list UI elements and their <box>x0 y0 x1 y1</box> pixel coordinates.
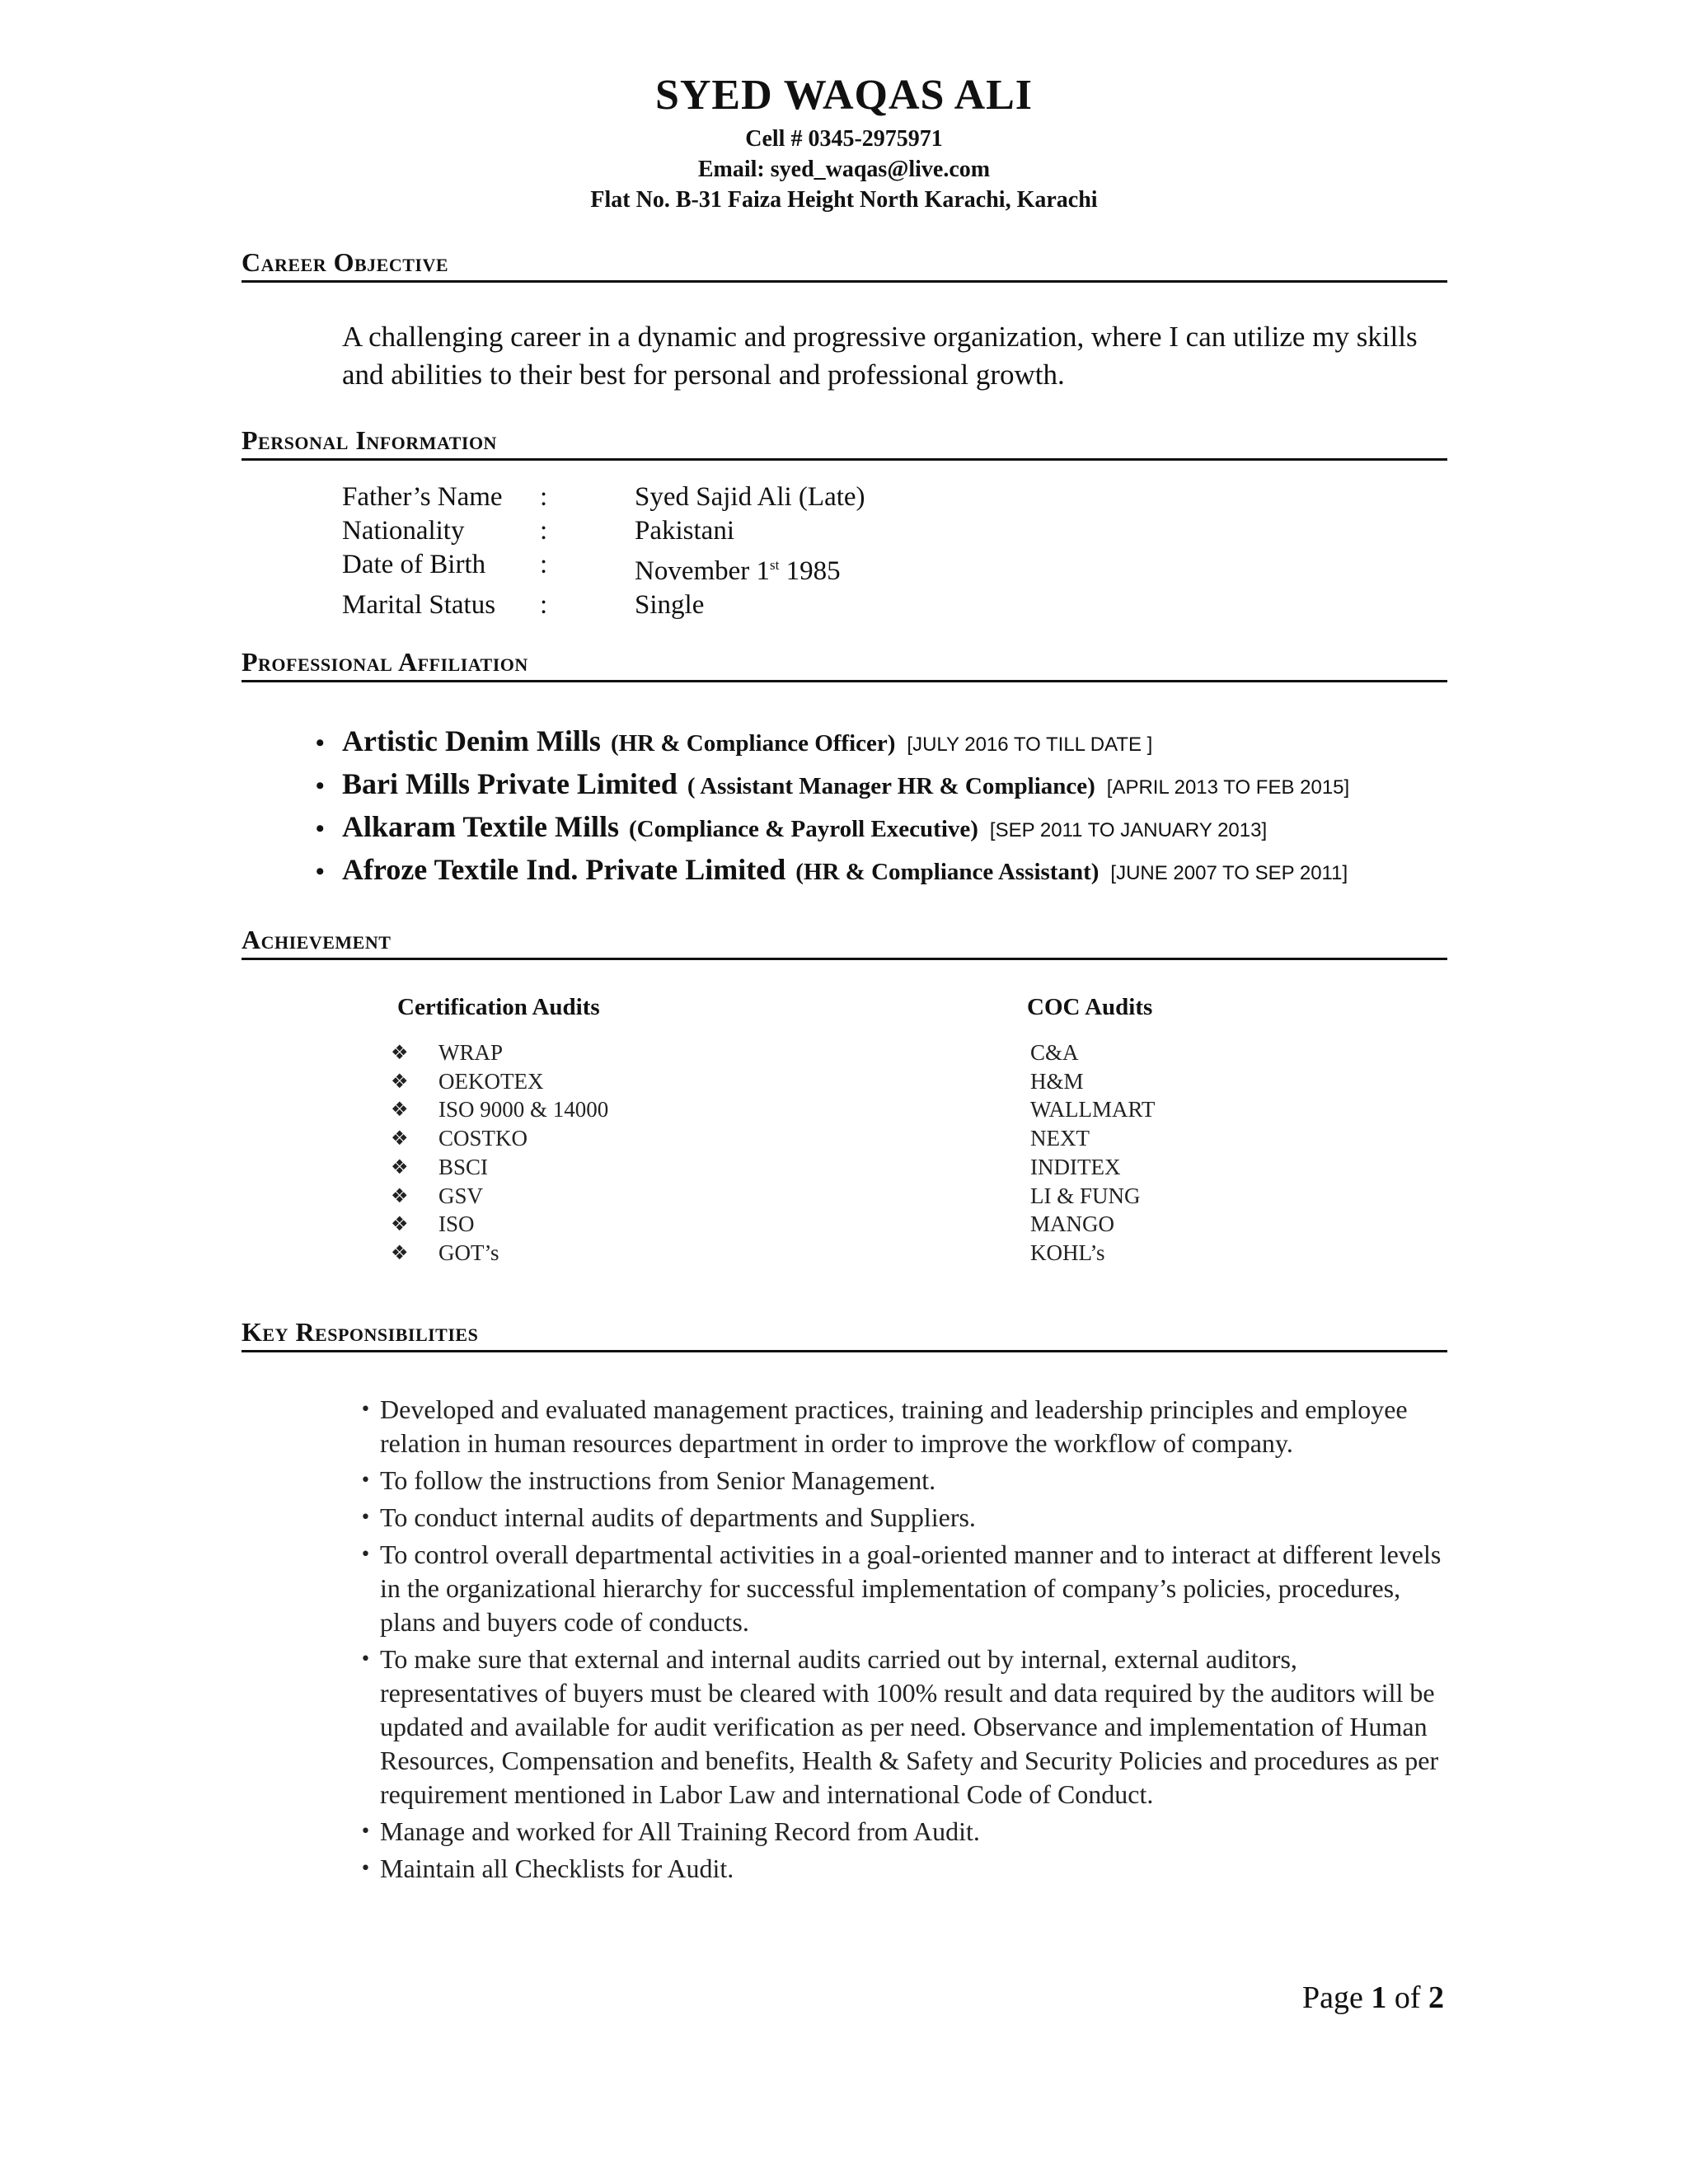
objective-text: A challenging career in a dynamic and progressive organization, where I can utilize my skills and abilities to their best for personal and professional growth. <box>342 321 1418 391</box>
info-value <box>635 548 841 588</box>
bullet-icon: • <box>360 1858 371 1879</box>
diamond-bullet-icon: ❖ <box>391 1069 409 1093</box>
audit-name: GOT’s <box>438 1240 499 1265</box>
job-role: (HR & Compliance Officer) <box>610 730 896 757</box>
dob-day: November 1 <box>635 556 771 586</box>
company-name: Artistic Denim Mills <box>342 724 601 757</box>
audit-name: OEKOTEX <box>438 1068 544 1094</box>
list-item: INDITEX <box>1030 1154 1121 1179</box>
list-item <box>360 1501 1448 1535</box>
affiliation-list <box>316 724 1470 895</box>
bullet-icon: • <box>316 729 325 757</box>
responsibilities-list <box>360 1393 1448 1889</box>
company-name: Afroze Textile Ind. Private Limited <box>342 853 786 886</box>
responsibility-text: To make sure that external and internal audits carried out by internal, external auditors, representatives of buyers must be cleared with 100% result and data required by the auditors will be updated and available for audit verification as per need. Observance and implementation of Human Resources, Compensation and benefits, Health & Safety and Security Policies and procedures as per requirement mentioned in Labor Law and international Code of Conduct. <box>380 1644 1439 1809</box>
bullet-icon: • <box>360 1649 371 1670</box>
page-number <box>1302 1980 1444 2016</box>
list-item <box>360 1643 1448 1811</box>
list-item <box>391 1239 608 1268</box>
of-word: of <box>1394 1980 1421 2015</box>
responsibility-text: Manage and worked for All Training Record from Audit. <box>380 1816 980 1846</box>
address: Flat No. B-31 Faiza Height North Karachi, Karachi <box>590 187 1098 213</box>
certification-audits-list <box>391 1038 608 1268</box>
page-word: Page <box>1301 1980 1363 2015</box>
bullet-icon: • <box>316 772 325 799</box>
audit-name: ISO <box>438 1212 475 1237</box>
section-title-career-objective: Career Objective <box>241 246 1447 283</box>
responsibility-text: To control overall departmental activities in a goal-oriented manner and to interact at different levels in the organizational hierarchy for successful implementation of company’s policies, procedures, plans and buyers code of conducts. <box>380 1540 1442 1637</box>
info-colon: : <box>540 516 548 546</box>
dob-ordinal: st <box>770 557 780 573</box>
list-item <box>391 1095 608 1124</box>
current-page: 1 <box>1371 1980 1387 2015</box>
list-item <box>391 1038 608 1067</box>
section-title-key-responsibilities: Key Responsibilities <box>241 1315 1447 1352</box>
cell-number: Cell # 0345-2975971 <box>745 126 943 152</box>
certification-audits-heading: Certification Audits <box>397 994 600 1020</box>
section-title-achievement: Achievement <box>241 923 1447 960</box>
job-dates: [APRIL 2013 TO FEB 2015] <box>1106 776 1350 799</box>
affiliation-item <box>316 809 1470 852</box>
list-item: MANGO <box>1030 1212 1115 1237</box>
personal-info <box>342 480 865 622</box>
list-item <box>360 1815 1448 1849</box>
diamond-bullet-icon: ❖ <box>391 1127 409 1151</box>
list-item <box>391 1153 608 1182</box>
list-item <box>391 1210 608 1239</box>
list-item <box>391 1067 608 1096</box>
info-label: Nationality <box>342 516 465 546</box>
diamond-bullet-icon: ❖ <box>391 1183 409 1207</box>
affiliation-item <box>316 852 1470 895</box>
affiliation-item <box>316 766 1470 809</box>
job-role: (Compliance & Payroll Executive) <box>629 816 978 842</box>
bullet-icon: • <box>360 1507 371 1528</box>
audit-name: COSTKO <box>438 1126 528 1151</box>
coc-audits-list <box>1030 1038 1155 1268</box>
responsibility-text: To follow the instructions from Senior Management. <box>380 1465 936 1495</box>
info-row <box>342 588 865 622</box>
list-item: LI & FUNG <box>1030 1183 1141 1208</box>
job-role: (HR & Compliance Assistant) <box>795 859 1100 885</box>
list-item <box>360 1538 1448 1639</box>
audit-name: ISO 9000 & 14000 <box>438 1097 609 1122</box>
info-colon: : <box>540 482 548 512</box>
email: Email: syed_waqas@live.com <box>697 157 991 182</box>
section-title-professional-affiliation: Professional Affiliation <box>241 645 1447 682</box>
info-row <box>342 548 865 588</box>
info-row <box>342 480 865 514</box>
job-dates: [JUNE 2007 TO SEP 2011] <box>1110 862 1348 884</box>
candidate-name: SYED WAQAS ALI <box>654 72 1034 119</box>
affiliation-item <box>316 724 1470 766</box>
dob-year: 1985 <box>779 556 841 586</box>
audit-name: GSV <box>438 1183 484 1208</box>
info-value: Syed Sajid Ali (Late) <box>635 482 865 512</box>
list-item: H&M <box>1030 1068 1084 1094</box>
responsibility-text: Maintain all Checklists for Audit. <box>380 1854 734 1883</box>
section-title-personal-information: Personal Information <box>241 424 1447 461</box>
list-item <box>360 1852 1448 1886</box>
job-role: ( Assistant Manager HR & Compliance) <box>687 773 1095 799</box>
bullet-icon: • <box>360 1399 371 1420</box>
diamond-bullet-icon: ❖ <box>391 1098 409 1122</box>
bullet-icon: • <box>316 815 325 842</box>
bullet-icon: • <box>360 1544 371 1565</box>
list-item <box>360 1393 1448 1460</box>
company-name: Bari Mills Private Limited <box>342 767 678 800</box>
bullet-icon: • <box>360 1470 371 1491</box>
audit-name: BSCI <box>438 1154 489 1179</box>
diamond-bullet-icon: ❖ <box>391 1240 409 1264</box>
info-value: Pakistani <box>635 516 734 546</box>
list-item <box>391 1182 608 1211</box>
responsibility-text: To conduct internal audits of departments and Suppliers. <box>380 1502 976 1532</box>
responsibility-text: Developed and evaluated management practices, training and leadership principles and employee relation in human resources department in order to improve the workflow of company. <box>380 1394 1408 1458</box>
info-row <box>342 514 865 548</box>
info-label: Date of Birth <box>342 550 486 579</box>
list-item: NEXT <box>1030 1126 1090 1151</box>
total-pages: 2 <box>1428 1980 1444 2015</box>
audit-name: WRAP <box>438 1040 504 1065</box>
list-item: C&A <box>1030 1040 1079 1065</box>
diamond-bullet-icon: ❖ <box>391 1212 409 1236</box>
diamond-bullet-icon: ❖ <box>391 1155 409 1179</box>
list-item: WALLMART <box>1030 1097 1156 1122</box>
info-colon: : <box>540 550 548 579</box>
info-value: Single <box>635 590 705 620</box>
info-label: Marital Status <box>342 590 496 620</box>
company-name: Alkaram Textile Mills <box>342 810 619 843</box>
list-item <box>391 1124 608 1153</box>
info-label: Father’s Name <box>342 482 503 512</box>
job-dates: [SEP 2011 TO JANUARY 2013] <box>989 819 1268 841</box>
coc-audits-heading: COC Audits <box>1027 994 1153 1020</box>
diamond-bullet-icon: ❖ <box>391 1041 409 1064</box>
info-colon: : <box>540 590 548 620</box>
job-dates: [JULY 2016 TO TILL DATE ] <box>907 733 1153 756</box>
bullet-icon: • <box>316 858 325 885</box>
header <box>0 68 1688 215</box>
list-item: KOHL’s <box>1030 1240 1105 1265</box>
list-item <box>360 1464 1448 1497</box>
bullet-icon: • <box>360 1821 371 1842</box>
